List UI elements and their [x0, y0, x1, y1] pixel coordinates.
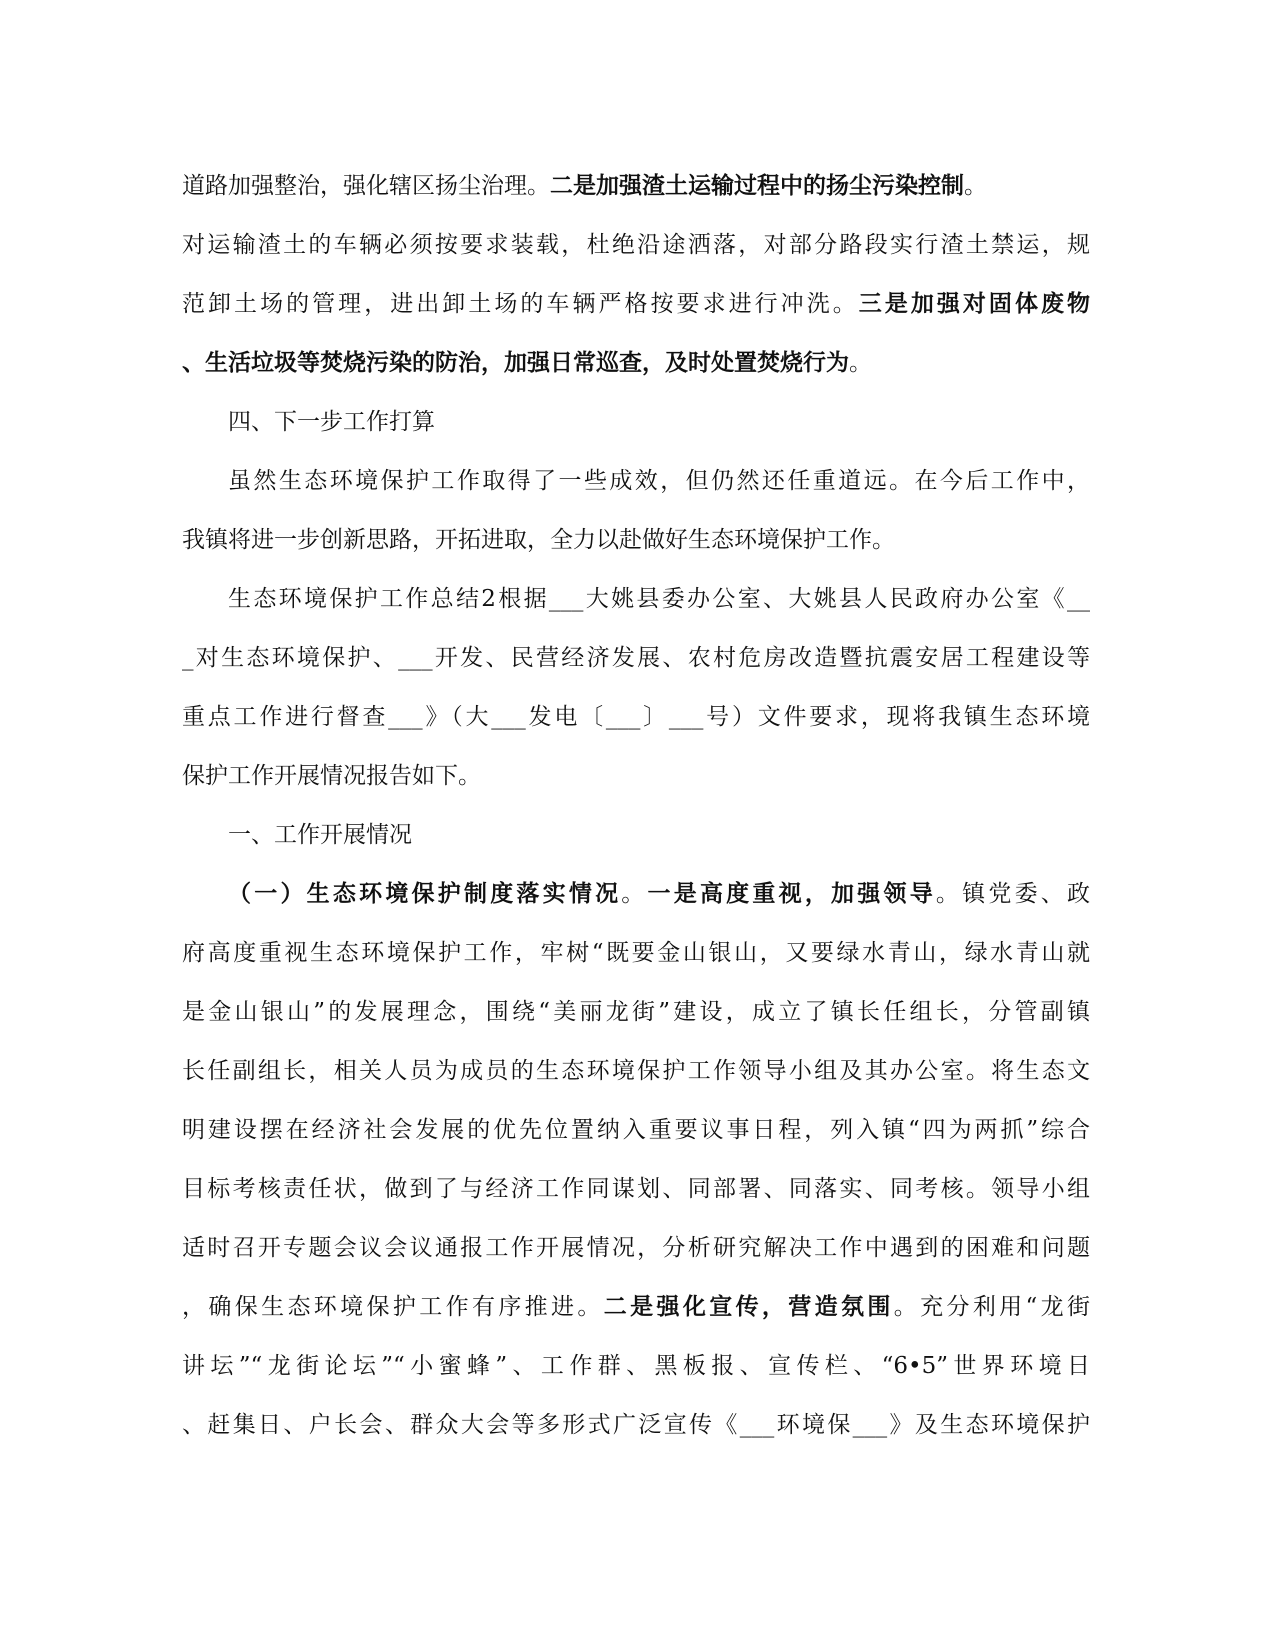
text-line — [182, 640, 1090, 699]
text-segment: 。 — [621, 881, 648, 907]
text-line — [182, 463, 1090, 522]
text-segment: 重点工作进行督查___》（大___发电〔___〕___号）文件要求，现将我镇生态环境 — [182, 704, 1090, 730]
bold-text: 一是高度重视，加强领导 — [647, 880, 936, 907]
text-line — [182, 227, 1090, 286]
section-heading — [182, 817, 1090, 876]
bold-text: （一）生态环境保护制度落实情况 — [228, 880, 622, 907]
text-segment: 虽然生态环境保护工作取得了一些成效，但仍然还任重道远。在今后工作中， — [228, 468, 1090, 494]
text-line — [182, 699, 1090, 758]
document-page — [182, 168, 1090, 1466]
text-line — [182, 345, 1090, 404]
text-segment: 四、下一步工作打算 — [228, 409, 435, 435]
text-line — [182, 1053, 1090, 1112]
text-line — [182, 1230, 1090, 1289]
text-line — [182, 168, 1090, 227]
text-segment: 、赶集日、户长会、群众大会等多形式广泛宣传《___环境保___》及生态环境保护 — [182, 1412, 1090, 1438]
text-line — [182, 758, 1090, 817]
text-segment: 保护工作开展情况报告如下。 — [182, 763, 481, 789]
text-line — [182, 1112, 1090, 1171]
bold-text: 二是加强渣土运输过程中的扬尘污染控制 — [550, 172, 964, 199]
text-segment: 长任副组长，相关人员为成员的生态环境保护工作领导小组及其办公室。将生态文 — [182, 1058, 1090, 1084]
text-segment: 是金山银山”的发展理念，围绕“美丽龙街”建设，成立了镇长任组长，分管副镇 — [182, 999, 1090, 1025]
text-segment: 。充分利用“龙街 — [893, 1294, 1090, 1320]
text-segment: ，确保生态环境保护工作有序推进。 — [182, 1294, 604, 1320]
text-segment: 讲坛”“龙街论坛”“小蜜蜂”、工作群、黑板报、宣传栏、“6•5”世界环境日 — [182, 1353, 1090, 1379]
text-segment: _对生态环境保护、___开发、民营经济发展、农村危房改造暨抗震安居工程建设等 — [182, 645, 1090, 671]
text-segment: 。 — [964, 173, 987, 199]
text-line — [182, 935, 1090, 994]
bold-text: 二是强化宣传，营造氛围 — [603, 1293, 894, 1320]
text-segment: 适时召开专题会议会议通报工作开展情况，分析研究解决工作中遇到的困难和问题 — [182, 1235, 1090, 1261]
text-segment: 。 — [849, 350, 872, 376]
text-segment: 道路加强整治，强化辖区扬尘治理。 — [182, 173, 550, 199]
text-line — [182, 581, 1090, 640]
text-line — [182, 994, 1090, 1053]
bold-text: 三是加强对固体废物 — [858, 290, 1090, 317]
text-line — [182, 1171, 1090, 1230]
text-segment: 府高度重视生态环境保护工作，牢树“既要金山银山，又要绿水青山，绿水青山就 — [182, 940, 1090, 966]
text-segment: 范卸土场的管理，进出卸土场的车辆严格按要求进行冲洗。 — [182, 291, 859, 317]
text-segment: 。镇党委、政 — [935, 881, 1090, 907]
text-segment: 我镇将进一步创新思路，开拓进取，全力以赴做好生态环境保护工作。 — [182, 527, 895, 553]
text-line — [182, 286, 1090, 345]
text-segment: 生态环境保护工作总结2根据___大姚县委办公室、大姚县人民政府办公室《__ — [228, 586, 1090, 612]
text-segment: 对运输渣土的车辆必须按要求装载，杜绝沿途洒落，对部分路段实行渣土禁运，规 — [182, 232, 1090, 258]
text-line — [182, 522, 1090, 581]
section-heading — [182, 404, 1090, 463]
text-line — [182, 876, 1090, 935]
text-line — [182, 1289, 1090, 1348]
bold-text: 、生活垃圾等焚烧污染的防治，加强日常巡查，及时处置焚烧行为 — [182, 349, 849, 376]
text-segment: 目标考核责任状，做到了与经济工作同谋划、同部署、同落实、同考核。领导小组 — [182, 1176, 1090, 1202]
text-segment: 一、工作开展情况 — [228, 822, 412, 848]
text-line — [182, 1348, 1090, 1407]
text-line — [182, 1407, 1090, 1466]
text-segment: 明建设摆在经济社会发展的优先位置纳入重要议事日程，列入镇“四为两抓”综合 — [182, 1117, 1090, 1143]
